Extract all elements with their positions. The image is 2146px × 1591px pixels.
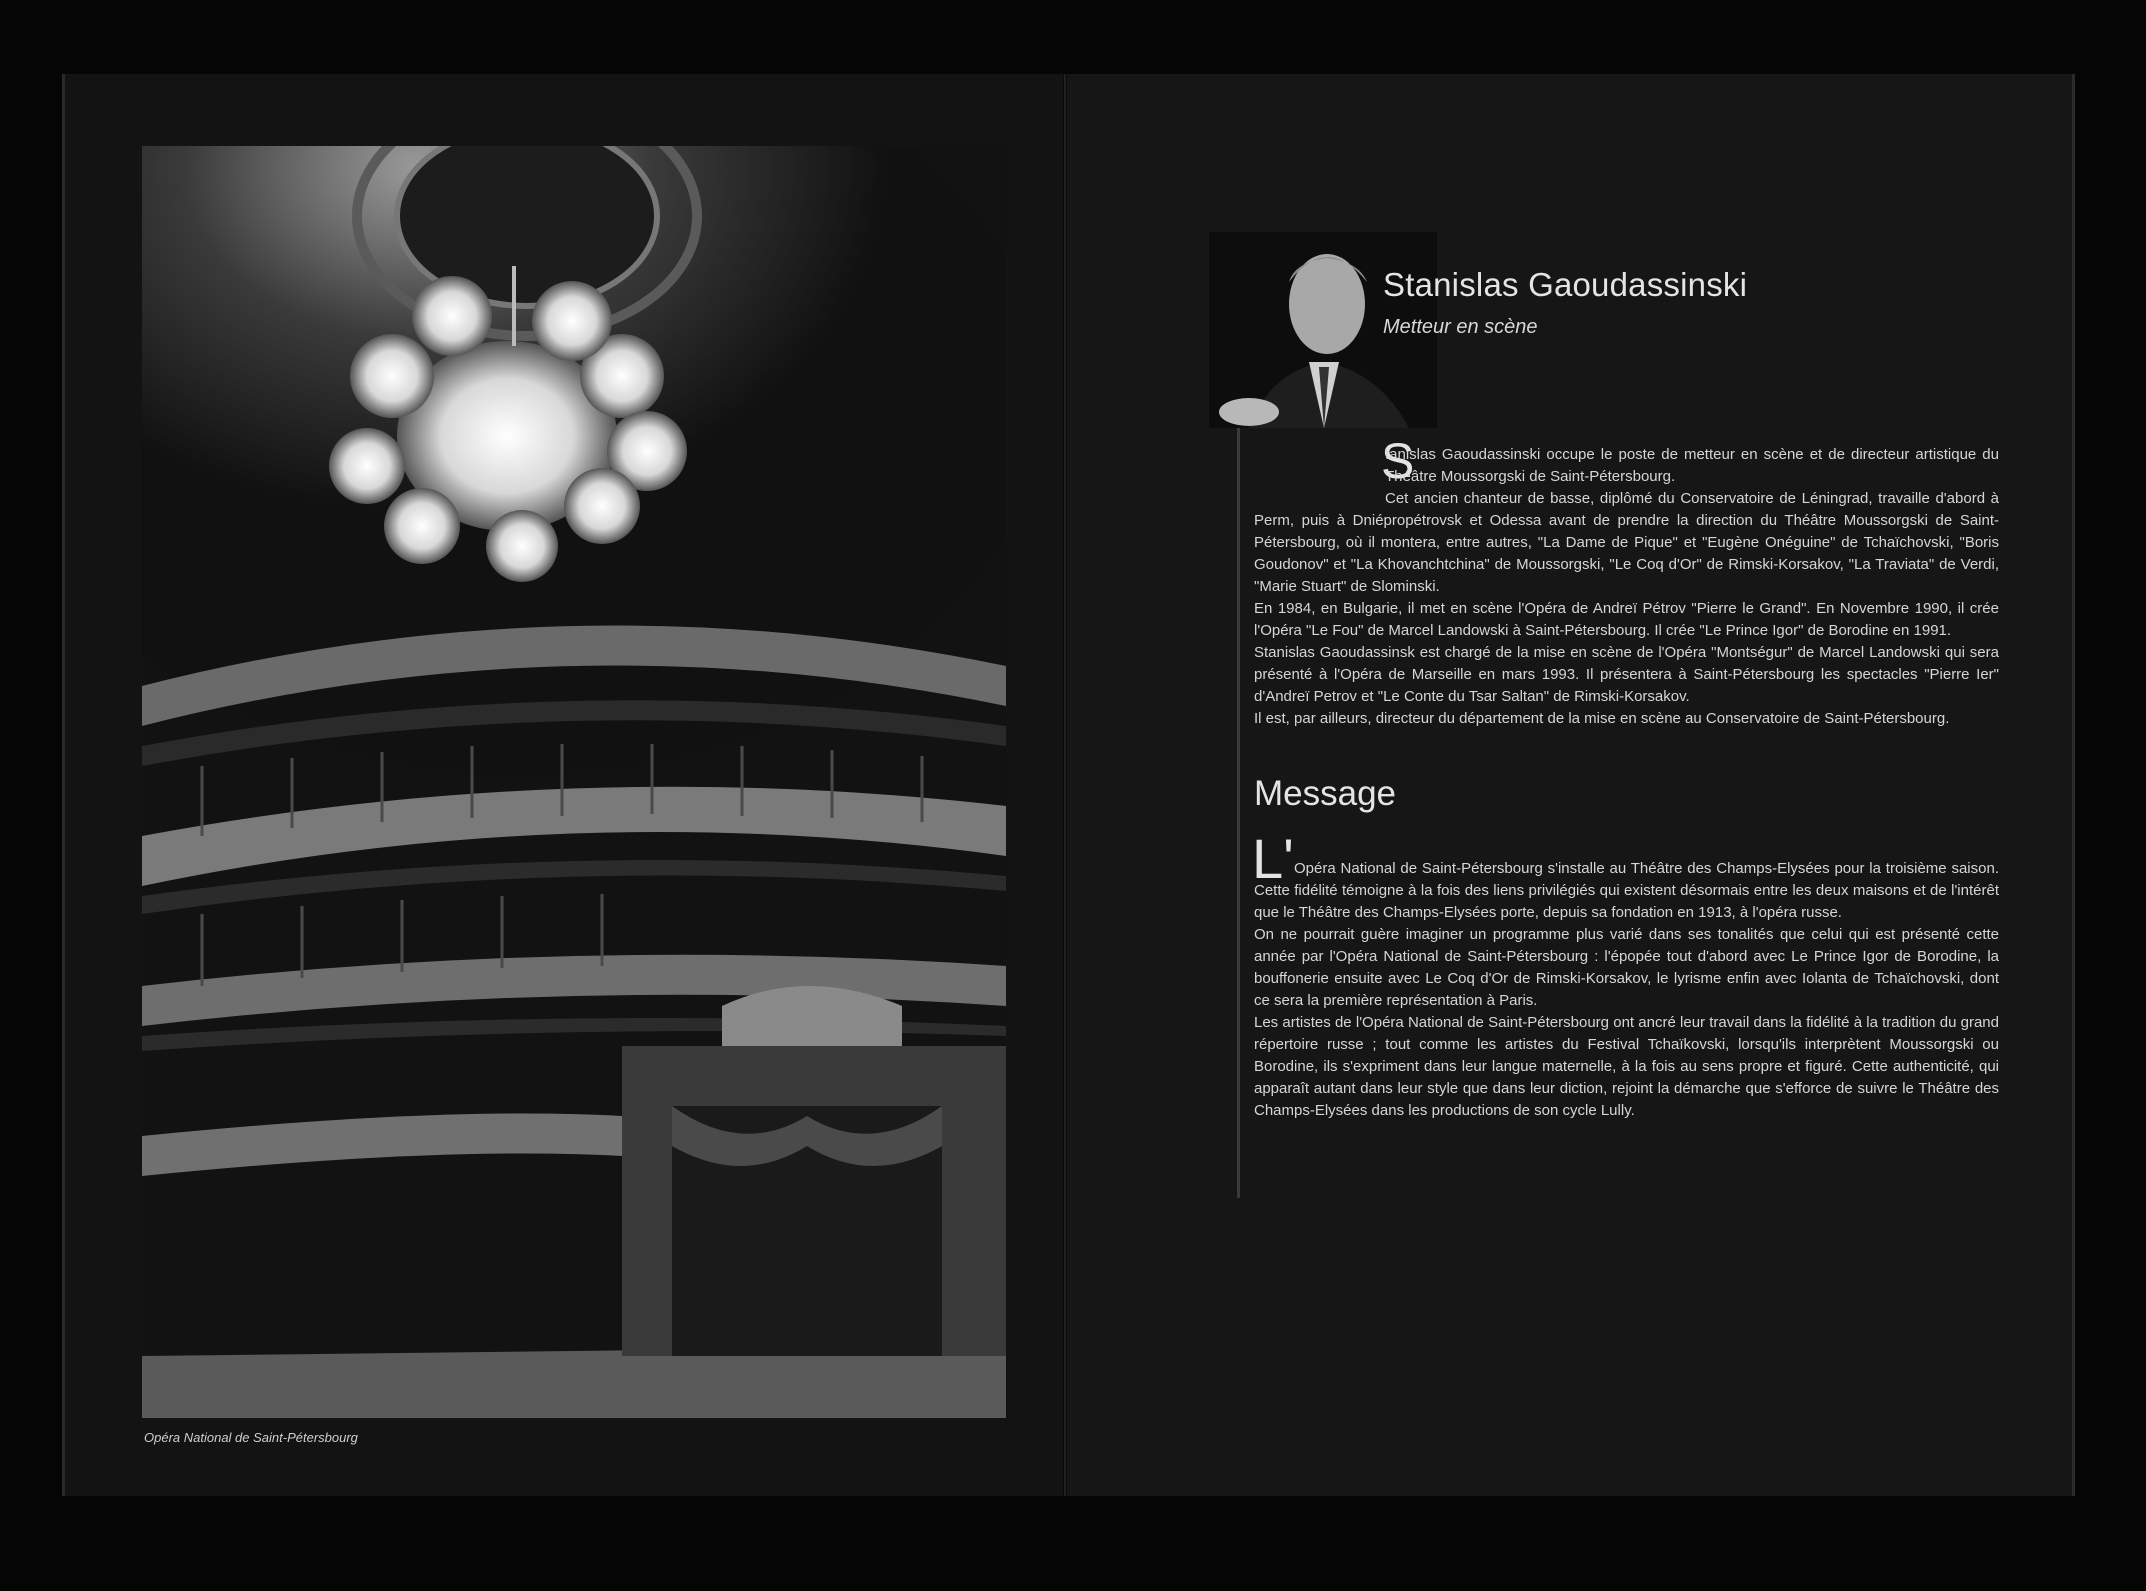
theatre-photo xyxy=(142,146,1006,1418)
message-heading: Message xyxy=(1254,774,1397,813)
bio-paragraph: Cet ancien chanteur de basse, diplômé du Conservatoire de Léningrad, travaille d'abord à Perm, puis à Dniépropétrovsk et Odessa avant de prendre la direction du Théâtre Moussorgski de Saint-Pétersbourg, où il montera, entre autres, "La Dame de Pique" et "Eugène Onéguine" de Tchaïchovski, "Boris Goudonov" et "La Khovanchtchina" de Moussorgski, "Le Coq d'Or" de Rimski-Korsakov, "La Traviata" de Verdi, "Marie Stuart" de Slominski. xyxy=(1254,490,1999,595)
left-page xyxy=(62,74,1066,1496)
brochure-spread xyxy=(62,74,2072,1496)
vertical-rule xyxy=(1237,428,1240,1198)
bio-paragraph: Il est, par ailleurs, directeur du département de la mise en scène au Conservatoire de Saint-Pétersbourg. xyxy=(1254,710,1950,727)
bio-dropcap: S xyxy=(1381,433,1415,489)
message-paragraph: Opéra National de Saint-Pétersbourg s'installe au Théâtre des Champs-Elysées pour la troisième saison. Cette fidélité témoigne à la fois des liens privilégiés qui existent désormais entre les deux maisons et de l'intérêt que le Théâtre des Champs-Elysées porte, depuis sa fondation en 1913, à l'opéra russe. xyxy=(1254,860,1999,921)
message-dropcap: L' xyxy=(1252,827,1294,890)
right-page xyxy=(1067,74,2075,1496)
person-role: Metteur en scène xyxy=(1383,316,1538,338)
person-name: Stanislas Gaoudassinski xyxy=(1383,266,1748,303)
bio-paragraph: En 1984, en Bulgarie, il met en scène l'Opéra de Andreï Pétrov "Pierre le Grand". En Novembre 1990, il crée l'Opéra "Le Fou" de Marcel Landowski à Saint-Pétersbourg. Il crée "Le Prince Igor" de Borodine en 1991. xyxy=(1254,600,1999,639)
photo-caption: Opéra National de Saint-Pétersbourg xyxy=(144,1430,358,1445)
message-text xyxy=(1254,858,1999,1122)
bio-paragraph: tanislas Gaoudassinski occupe le poste de metteur en scène et de directeur artistique du Théâtre Moussorgski de Saint-Pétersbourg. xyxy=(1385,446,1999,485)
message-paragraph: Les artistes de l'Opéra National de Saint-Pétersbourg ont ancré leur travail dans la fidélité à la tradition du grand répertoire russe ; tout comme les artistes du Festival Tchaïkovski, lorsqu'ils interprètent Moussorgski ou Borodine, ils s'expriment dans leur langue maternelle, à la fois au sens propre et figuré. Cette authenticité, qui apparaît autant dans leur style que dans leur diction, rejoint la démarche que s'efforce de suivre le Théâtre des Champs-Elysées dans les productions de son cycle Lully. xyxy=(1254,1014,1999,1119)
theatre-photo-graphic xyxy=(142,146,1006,1418)
biography-text xyxy=(1254,444,1999,730)
bio-paragraph: Stanislas Gaoudassinsk est chargé de la mise en scène de l'Opéra "Montségur" de Marcel Landowski qui sera présenté à l'Opéra de Marseille en mars 1993. Il présentera à Saint-Pétersbourg les spectacles "Pierre Ier" d'Andreï Petrov et "Le Conte du Tsar Saltan" de Rimski-Korsakov. xyxy=(1254,644,1999,705)
message-paragraph: On ne pourrait guère imaginer un programme plus varié dans ses tonalités que celui qui est présenté cette année par l'Opéra National de Saint-Pétersbourg : l'épopée tout d'abord avec Le Prince Igor de Borodine, la bouffonerie ensuite avec Le Coq d'Or de Rimski-Korsakov, le lyrisme enfin avec Iolanta de Tchaïchovski, dont ce sera la première représentation à Paris. xyxy=(1254,926,1999,1009)
